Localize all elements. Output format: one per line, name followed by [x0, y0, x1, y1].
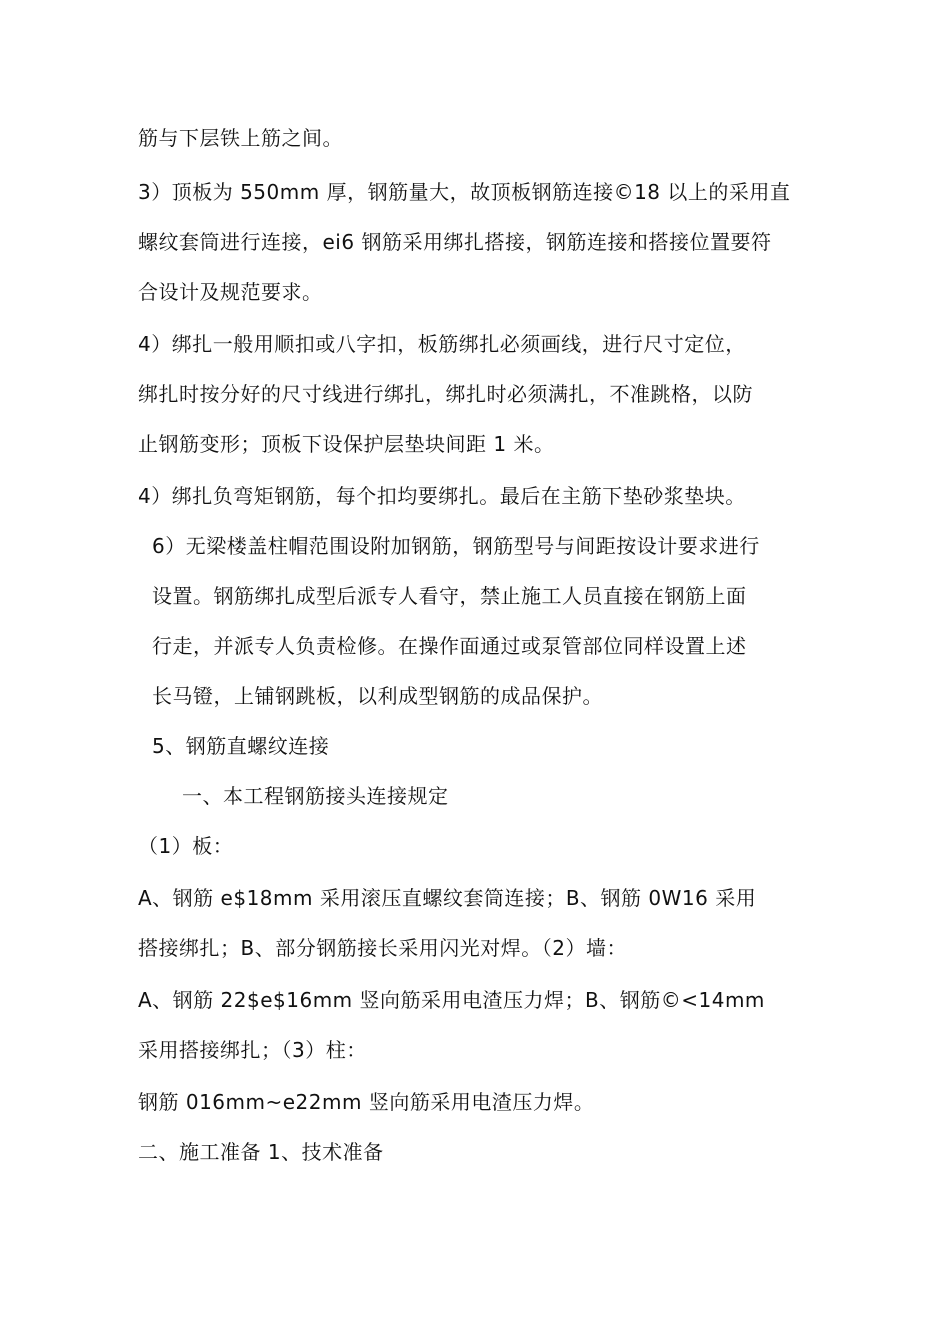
text-line: 3）顶板为 550mm 厚，钢筋量大，故顶板钢筋连接©18 以上的采用直 — [138, 180, 791, 204]
text-line: 6）无梁楼盖柱帽范围设附加钢筋，钢筋型号与间距按设计要求进行 — [152, 534, 760, 558]
text-line: 设置。钢筋绑扎成型后派专人看守，禁止施工人员直接在钢筋上面 — [152, 584, 747, 608]
section-heading: 5、钢筋直螺纹连接 — [152, 734, 330, 758]
text-line: 绑扎时按分好的尺寸线进行绑扎，绑扎时必须满扎，不准跳格，以防 — [138, 382, 753, 406]
text-line: 4）绑扎一般用顺扣或八字扣，板筋绑扎必须画线，进行尺寸定位， — [138, 332, 746, 356]
text-line: A、钢筋 22$e$16mm 竖向筋采用电渣压力焊；B、钢筋©<14mm — [138, 988, 765, 1012]
text-line: 长马镫，上铺钢跳板，以利成型钢筋的成品保护。 — [152, 684, 603, 708]
section-heading: 二、施工准备 1、技术准备 — [138, 1140, 384, 1164]
section-heading: 一、本工程钢筋接头连接规定 — [182, 784, 449, 808]
text-line: 钢筋 016mm~e22mm 竖向筋采用电渣压力焊。 — [138, 1090, 595, 1114]
text-line: 4）绑扎负弯矩钢筋，每个扣均要绑扎。最后在主筋下垫砂浆垫块。 — [138, 484, 746, 508]
text-line: 螺纹套筒进行连接，ei6 钢筋采用绑扎搭接，钢筋连接和搭接位置要符 — [138, 230, 772, 254]
text-line: 合设计及规范要求。 — [138, 280, 323, 304]
text-line: （1）板： — [138, 834, 234, 858]
text-line: A、钢筋 e$18mm 采用滚压直螺纹套筒连接；B、钢筋 0W16 采用 — [138, 886, 757, 910]
text-line: 搭接绑扎；B、部分钢筋接长采用闪光对焊。（2）墙： — [138, 936, 627, 960]
text-line: 筋与下层铁上筋之间。 — [138, 126, 343, 150]
text-line: 止钢筋变形；顶板下设保护层垫块间距 1 米。 — [138, 432, 555, 456]
text-line: 采用搭接绑扎；（3）柱： — [138, 1038, 367, 1062]
text-line: 行走，并派专人负责检修。在操作面通过或泵管部位同样设置上述 — [152, 634, 747, 658]
